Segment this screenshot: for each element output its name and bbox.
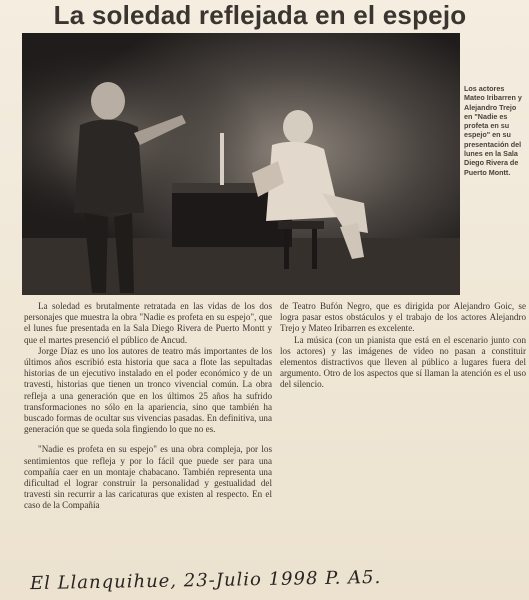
article-paragraph: La música (con un pianista que está en el escenario junto con los actores) y las imágenes de video no pasan a constituir elementos distractivos que lleven al público a lugares fuera del argumento. Otro de los aspectos que sí llaman la atención es el uso del silencio.: [280, 334, 526, 390]
article-column-1: [24, 301, 272, 512]
article-paragraph: La soledad es brutalmente retratada en las vidas de los dos personajes que muestra la obra "Nadie es profeta en su espejo", que el lunes fue presentada en la Sala Diego Rivera de Puerto Montt y que el martes presenció el público de Ancud.: [24, 301, 272, 345]
stage-photo: [22, 33, 460, 295]
article-paragraph: "Nadie es profeta en su espejo" es una obra compleja, por los sentimientos que refleja y por lo fácil que puede ser para una compañía caer en un montaje chabacano. También representa una dificultad el lograr construir la personalidad y gestualidad del travesti sin recurrir a las caricaturas que existen al respecto. En el caso de la Compañía: [24, 444, 272, 511]
photo-caption: Los actores Mateo Iribarren y Alejandro Trejo en "Nadie es profeta en su espejo" en su presentación del lunes en la Sala Diego Rivera de Puerto Montt.: [464, 84, 522, 177]
article-paragraph: Jorge Díaz es uno los autores de teatro más importantes de los últimos años escribió esta historia que saca a flote las sepultadas historias de un ejecutivo instalado en el poder económico y de un travesti, historias que tienen un tronco vivencial común. La obra refleja a una generación que en los últimos 25 años ha sufrido transformaciones no sólo en la apariencia, sino que también ha buscado formas de ocultar sus vivencias pasadas. En definitiva, una generación que se queda sola fingiendo lo que no es.: [24, 345, 272, 435]
article-paragraph: de Teatro Bufón Negro, que es dirigida por Alejandro Goic, se logra pasar estos obstáculos y el trabajo de los actores Alejandro Trejo y Mateo Iribarren es excelente.: [280, 301, 526, 334]
stage-photo-image: [22, 33, 460, 295]
article-column-2: [280, 301, 526, 391]
headline: La soledad reflejada en el espejo: [53, 0, 467, 30]
handwritten-source-note: El Llanquihue, 23-Julio 1998 P. A5.: [29, 566, 382, 595]
